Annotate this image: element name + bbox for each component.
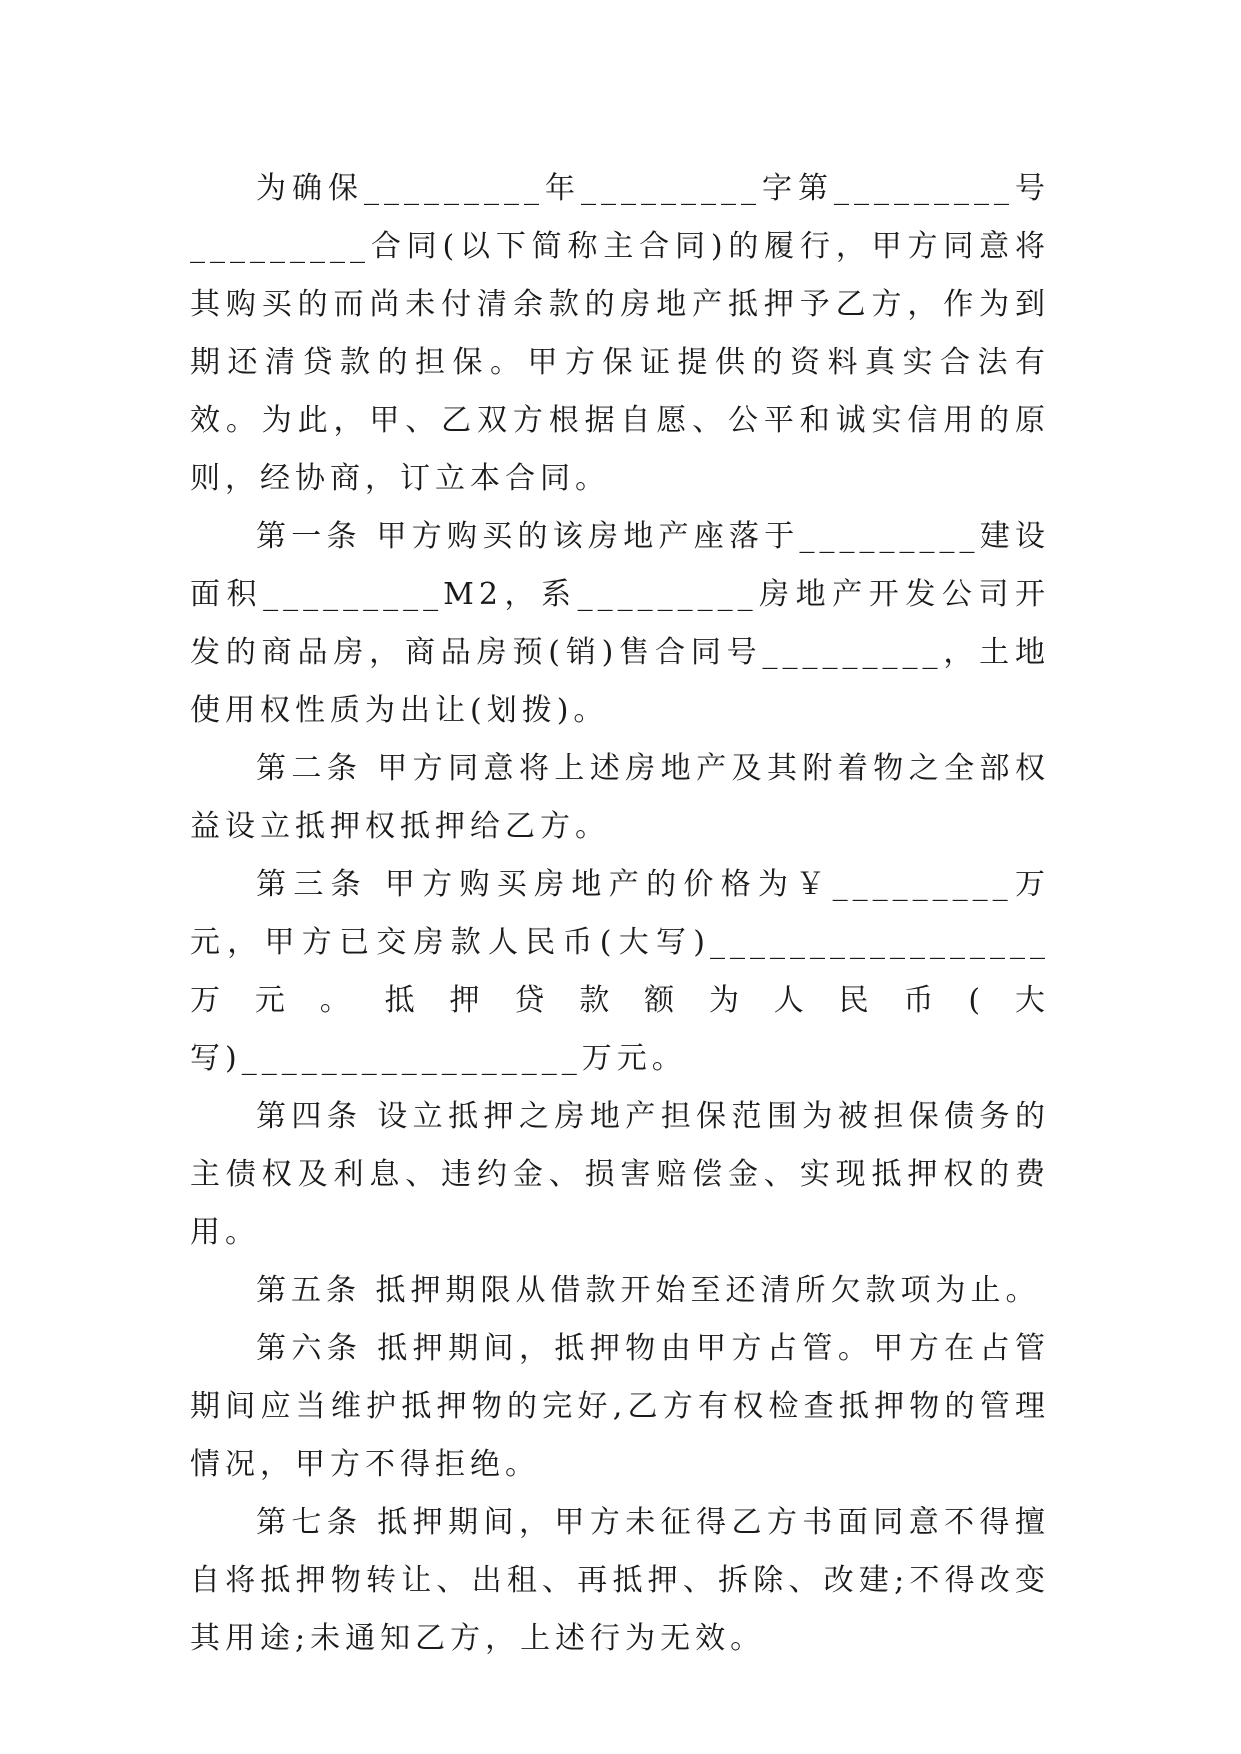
article-6-paragraph: 第六条 抵押期间，抵押物由甲方占管。甲方在占管期间应当维护抵押物的完好,乙方有权检查抵押物的管理情况，甲方不得拒绝。 <box>190 1331 1050 1482</box>
article-5-paragraph: 第五条 抵押期限从借款开始至还清所欠款项为止。 <box>256 1273 1041 1308</box>
preamble-paragraph: 为确保_________年_________字第_________号_________合同(以下简称主合同)的履行，甲方同意将其购买的而尚未付清余款的房地产抵押予乙方，作为到期还清贷款的担保。甲方保证提供的资料真实合法有效。为此，甲、乙双方根据自愿、公平和诚实信用的原则，经协商，订立本合同。 <box>190 171 1050 496</box>
article-1-paragraph: 第一条 甲方购买的该房地产座落于_________建设面积_________M2，系_________房地产开发公司开发的商品房，商品房预(销)售合同号_________，土地使用权性质为出让(划拨)。 <box>190 519 1050 728</box>
article-2-paragraph: 第二条 甲方同意将上述房地产及其附着物之全部权益设立抵押权抵押给乙方。 <box>190 751 1050 844</box>
document-body <box>190 160 1050 1668</box>
article-4-paragraph: 第四条 设立抵押之房地产担保范围为被担保债务的主债权及利息、违约金、损害赔偿金、实现抵押权的费用。 <box>190 1099 1050 1250</box>
article-7-paragraph: 第七条 抵押期间，甲方未征得乙方书面同意不得擅自将抵押物转让、出租、再抵押、拆除、改建;不得改变其用途;未通知乙方，上述行为无效。 <box>190 1505 1050 1656</box>
article-3-paragraph: 第三条 甲方购买房地产的价格为￥_________万元，甲方已交房款人民币(大写)_________________万元。抵押贷款额为人民币(大写)_________________万元。 <box>190 867 1050 1076</box>
